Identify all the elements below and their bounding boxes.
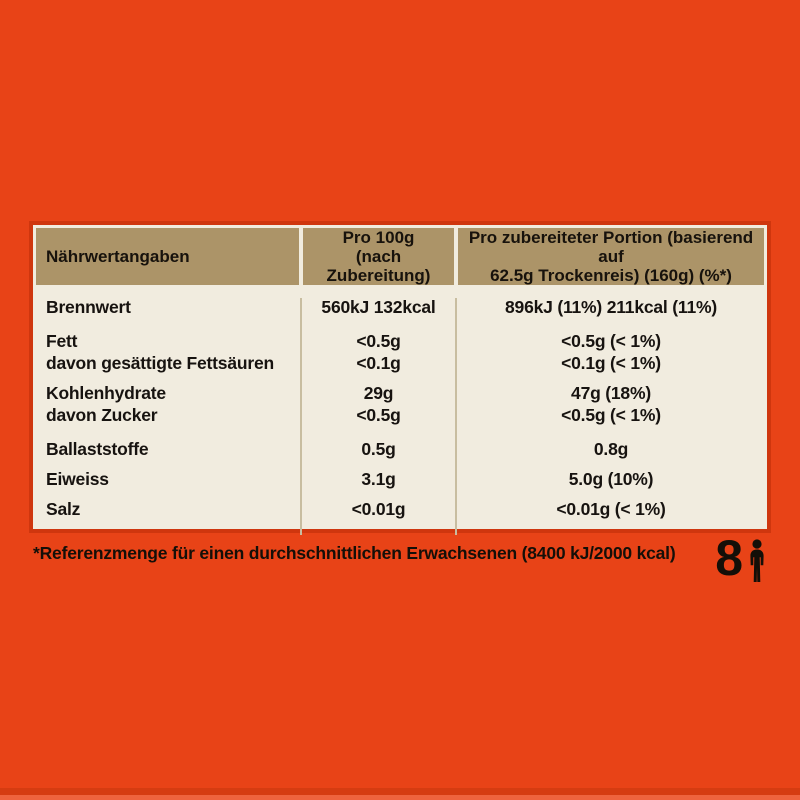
nutrient-row <box>36 296 764 318</box>
nutrient-row <box>36 404 764 426</box>
nutrient-label: davon Zucker <box>46 404 158 425</box>
value-per-portion: <0.5g (< 1%) <box>561 330 661 351</box>
nutrient-label: Eiweiss <box>46 468 109 489</box>
nutrient-row <box>36 498 764 520</box>
header-per-portion-line2: 62.5g Trockenreis) (160g) (%*) <box>490 266 732 285</box>
header-cell-per-100g <box>303 228 454 285</box>
nutrient-label: Ballaststoffe <box>46 438 149 459</box>
nutrition-table <box>33 225 767 529</box>
footnote-text: *Referenzmenge für einen durchschnittlichen Erwachsenen (8400 kJ/2000 kcal) <box>33 543 676 563</box>
servings-count: 8 <box>715 530 742 586</box>
package-fold-shadow <box>0 788 800 795</box>
servings-per-pack <box>715 530 770 588</box>
value-per-100g: <0.01g <box>351 498 406 519</box>
header-cell-nutrients <box>36 228 299 285</box>
value-per-100g: 29g <box>363 382 394 403</box>
package-fold-highlight <box>0 795 800 800</box>
value-per-portion: <0.5g (< 1%) <box>561 404 661 425</box>
table-body <box>36 296 764 537</box>
header-per-100g-line2: (nach Zubereitung) <box>326 247 431 285</box>
value-per-100g: 560kJ 132kcal <box>321 296 436 317</box>
value-per-100g: <0.5g <box>356 404 401 425</box>
value-per-100g: <0.5g <box>356 330 401 351</box>
nutrient-row <box>36 382 764 404</box>
column-divider <box>300 298 302 535</box>
value-per-portion: 47g (18%) <box>571 382 651 403</box>
value-per-100g: 0.5g <box>361 438 396 459</box>
value-per-100g: <0.1g <box>356 352 401 373</box>
header-per-100g-line1: Pro 100g <box>342 228 415 247</box>
nutrient-label: Brennwert <box>46 296 131 317</box>
table-header-row <box>36 228 764 285</box>
value-per-portion: <0.1g (< 1%) <box>561 352 661 373</box>
header-nutrients-label: Nährwertangaben <box>46 247 190 266</box>
nutrient-label: Fett <box>46 330 78 351</box>
nutrient-label: Salz <box>46 498 81 519</box>
nutrient-row <box>36 468 764 490</box>
value-per-portion: 896kJ (11%) 211kcal (11%) <box>505 296 717 317</box>
person-icon <box>744 539 770 588</box>
value-per-portion: 5.0g (10%) <box>568 468 654 489</box>
nutrient-row <box>36 330 764 352</box>
header-cell-per-portion <box>458 228 764 285</box>
nutrient-label: Kohlenhydrate <box>46 382 166 403</box>
column-divider <box>455 298 457 535</box>
value-per-portion: 0.8g <box>593 438 629 459</box>
value-per-portion: <0.01g (< 1%) <box>556 498 666 519</box>
nutrient-rows <box>36 296 764 520</box>
value-per-100g: 3.1g <box>361 468 396 489</box>
nutrient-row <box>36 438 764 460</box>
header-per-portion-line1: Pro zubereiteter Portion (basierend auf <box>468 228 754 266</box>
nutrient-row <box>36 352 764 374</box>
nutrient-label: davon gesättigte Fettsäuren <box>46 352 274 373</box>
